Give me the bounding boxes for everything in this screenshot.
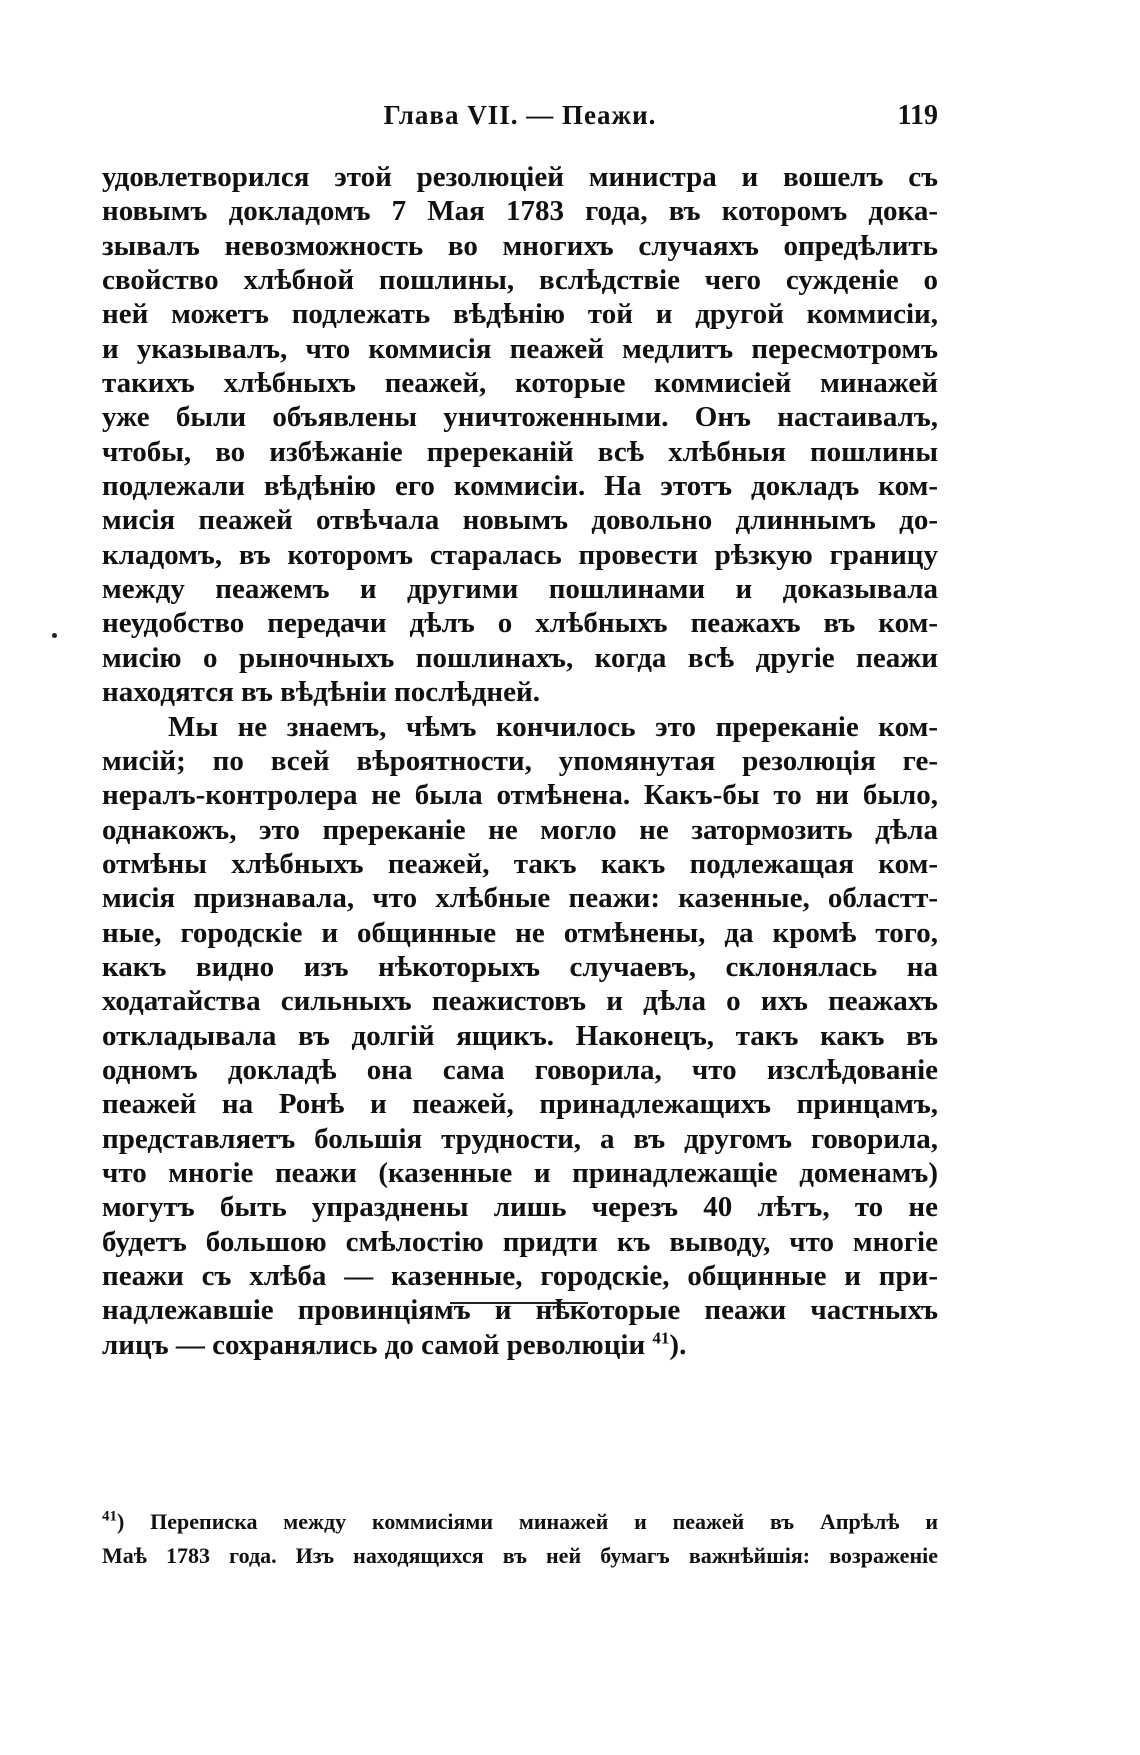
footnote-marker: 41	[102, 1508, 117, 1525]
footnote-divider	[450, 1302, 588, 1304]
text-line: новымъ докладомъ 7 Мая 1783 года, въ которомъ дока-	[102, 195, 938, 228]
text-line: могутъ быть упразднены лишь черезъ 40 лѣтъ, то не	[102, 1191, 938, 1224]
margin-dot	[52, 633, 57, 638]
final-line-text: лицъ — сохранялись до самой революціи	[102, 1328, 646, 1361]
text-line: надлежавшіе провинціямъ и нѣкоторые пеажи частныхъ	[102, 1294, 938, 1327]
footnote-text-1: ) Переписка между коммисіями минажей и пеажей въ Апрѣлѣ и	[117, 1509, 938, 1534]
text-line: Мы не знаемъ, чѣмъ кончилось это пререканіе ком-	[168, 710, 938, 743]
body-text	[102, 160, 938, 1362]
text-line: мисія признавала, что хлѣбные пеажи: казенные, областт-	[102, 882, 938, 915]
footnote-reference[interactable]: 41	[652, 1328, 670, 1348]
closing-punctuation: ).	[669, 1328, 687, 1361]
text-line: зывалъ невозможность во многихъ случаяхъ опредѣлить	[102, 229, 938, 262]
text-line: отмѣны хлѣбныхъ пеажей, такъ какъ подлежащая ком-	[102, 847, 938, 880]
footnote-line: Маѣ 1783 года. Изъ находящихся въ ней бумагъ важнѣйшія: возраженіе	[102, 1543, 938, 1568]
text-line: будетъ большою смѣлостію придти къ выводу, что многіе	[102, 1225, 938, 1258]
text-line: откладывала въ долгій ящикъ. Наконецъ, такъ какъ въ	[102, 1019, 938, 1052]
text-line: пеажей на Ронѣ и пеажей, принадлежащихъ принцамъ,	[102, 1088, 938, 1121]
text-line-final	[102, 1328, 938, 1362]
text-line: что многіе пеажи (казенные и принадлежащіе доменамъ)	[102, 1156, 938, 1189]
text-line: кладомъ, въ которомъ старалась провести рѣзкую границу	[102, 538, 938, 571]
text-line: ные, городскіе и общинные не отмѣнены, да кромѣ того,	[102, 916, 938, 949]
page-number: 119	[897, 100, 938, 131]
text-line: мисій; по всей вѣроятности, упомянутая резолюція ге-	[102, 744, 938, 777]
text-line: какъ видно изъ нѣкоторыхъ случаевъ, склонялась на	[102, 950, 938, 983]
text-line: уже были объявлены уничтоженными. Онъ настаивалъ,	[102, 401, 938, 434]
running-title: Глава VII. — Пеажи.	[383, 100, 657, 130]
page-header	[102, 100, 938, 140]
text-line: находятся въ вѣдѣніи послѣдней.	[102, 676, 540, 709]
text-line: удовлетворился этой резолюціей министра и вошелъ съ	[102, 161, 938, 193]
text-line: мисію о рыночныхъ пошлинахъ, когда всѣ другіе пеажи	[102, 641, 938, 674]
text-line: однакожъ, это пререканіе не могло не затормозить дѣла	[102, 813, 938, 846]
text-line: такихъ хлѣбныхъ пеажей, которые коммисіей минажей	[102, 367, 938, 400]
text-line: мисія пеажей отвѣчала новымъ довольно длиннымъ до-	[102, 504, 938, 537]
text-line: свойство хлѣбной пошлины, вслѣдствіе чего сужденіе о	[102, 264, 938, 297]
text-line: ней можетъ подлежать вѣдѣнію той и другой коммисіи,	[102, 298, 938, 331]
text-line: подлежали вѣдѣнію его коммисіи. На этотъ докладъ ком-	[102, 470, 938, 503]
text-line: ходатайства сильныхъ пеажистовъ и дѣла о ихъ пеажахъ	[102, 985, 938, 1018]
text-line: чтобы, во избѣжаніе пререканій всѣ хлѣбныя пошлины	[102, 435, 938, 468]
footnote-line	[102, 1505, 938, 1539]
text-line: нералъ-контролера не была отмѣнена. Какъ-бы то ни было,	[102, 779, 938, 812]
footnotes	[102, 1505, 938, 1573]
text-line: представляетъ большія трудности, а въ другомъ говорила,	[102, 1122, 938, 1155]
text-line: и указывалъ, что коммисія пеажей медлитъ пересмотромъ	[102, 332, 938, 365]
text-line: неудобство передачи дѣлъ о хлѣбныхъ пеажахъ въ ком-	[102, 607, 938, 640]
text-line: пеажи съ хлѣба — казенные, городскіе, общинные и при-	[102, 1260, 938, 1292]
text-line: одномъ докладѣ она сама говорила, что изслѣдованіе	[102, 1053, 938, 1086]
text-line: между пеажемъ и другими пошлинами и доказывала	[102, 573, 938, 606]
